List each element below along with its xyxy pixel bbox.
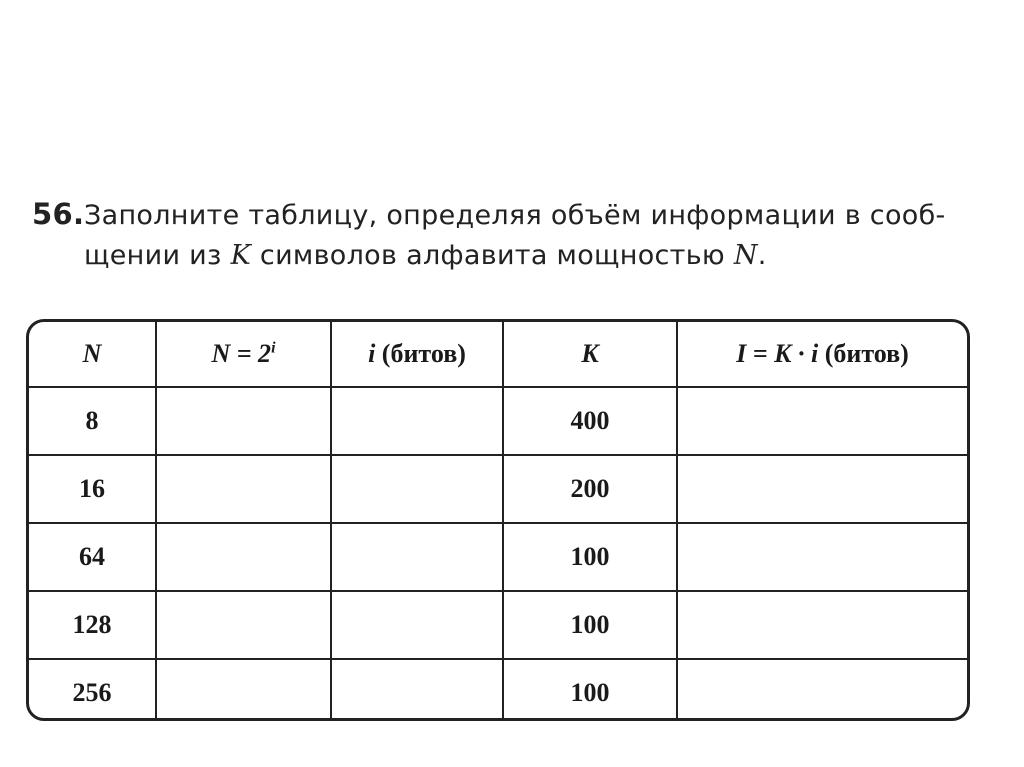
task-var-n: N [733, 240, 758, 271]
table-row [29, 591, 967, 659]
task-var-k: K [230, 240, 252, 271]
table-header-row [29, 322, 967, 387]
cell-n: 64 [29, 523, 156, 591]
cell-info-blank[interactable] [677, 455, 967, 523]
table-row [29, 387, 967, 455]
cell-bits-blank[interactable] [331, 659, 503, 721]
cell-power-blank[interactable] [156, 659, 331, 721]
cell-bits-blank[interactable] [331, 523, 503, 591]
table-row [29, 659, 967, 721]
cell-n: 8 [29, 387, 156, 455]
task-text-line-1: Заполните таблицу, определяя объём информации в сооб- [84, 200, 946, 231]
cell-k: 100 [503, 659, 677, 721]
header-k: K [503, 322, 677, 387]
cell-power-blank[interactable] [156, 455, 331, 523]
header-n: N [29, 322, 156, 387]
cell-power-blank[interactable] [156, 591, 331, 659]
cell-n: 128 [29, 591, 156, 659]
table-row [29, 523, 967, 591]
header-power-formula: $N = 2^i$ [156, 322, 331, 387]
answer-table [29, 322, 967, 721]
task-line-2 [32, 236, 992, 276]
header-bits: i (битов) [331, 322, 503, 387]
cell-k: 100 [503, 523, 677, 591]
task-text-line-2-pre: щении из [84, 240, 231, 271]
task-number: 56. [32, 197, 85, 231]
cell-k: 200 [503, 455, 677, 523]
cell-power-blank[interactable] [156, 523, 331, 591]
task-statement [32, 194, 992, 276]
cell-info-blank[interactable] [677, 659, 967, 721]
cell-info-blank[interactable] [677, 523, 967, 591]
cell-info-blank[interactable] [677, 591, 967, 659]
cell-n: 16 [29, 455, 156, 523]
cell-power-blank[interactable] [156, 387, 331, 455]
cell-bits-blank[interactable] [331, 591, 503, 659]
task-text-line-2-mid: символов алфавита мощностью [251, 240, 734, 271]
cell-bits-blank[interactable] [331, 455, 503, 523]
cell-k: 400 [503, 387, 677, 455]
answer-table-frame [26, 319, 970, 721]
cell-k: 100 [503, 591, 677, 659]
task-text-line-2-end: . [757, 240, 767, 271]
table-row [29, 455, 967, 523]
cell-info-blank[interactable] [677, 387, 967, 455]
cell-n: 256 [29, 659, 156, 721]
header-info-formula: I = K · i (битов) [677, 322, 967, 387]
task-line-1 [32, 194, 992, 236]
cell-bits-blank[interactable] [331, 387, 503, 455]
